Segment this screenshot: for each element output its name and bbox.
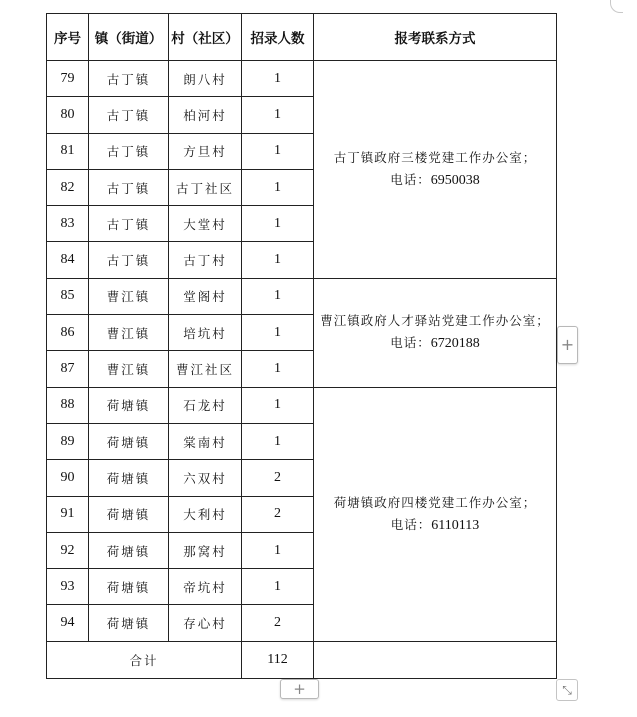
contact-phone: 6110113	[431, 517, 480, 533]
row-village: 古丁村	[169, 242, 242, 278]
table-row	[47, 278, 557, 314]
contact-phone-label: 电话：	[390, 171, 431, 187]
row-index: 80	[47, 97, 89, 133]
row-count: 2	[242, 605, 314, 641]
row-index: 92	[47, 532, 89, 568]
row-town: 曹江镇	[89, 351, 169, 387]
contact-office: 荷塘镇政府四楼党建工作办公室；	[333, 494, 537, 510]
contact-phone: 6950038	[430, 172, 480, 188]
plus-icon: +	[293, 680, 306, 698]
row-village: 古丁社区	[169, 169, 242, 205]
page-corner-mark	[610, 0, 623, 13]
add-column-button[interactable]	[557, 326, 578, 364]
row-index: 82	[47, 169, 89, 205]
header-village: 村（社区）	[169, 14, 242, 61]
row-village: 方旦村	[169, 133, 242, 169]
row-town: 古丁镇	[89, 97, 169, 133]
row-index: 89	[47, 423, 89, 459]
expand-diagonal-icon: ⤡	[562, 683, 572, 697]
row-town: 荷塘镇	[89, 605, 169, 641]
table-header-row	[47, 14, 557, 61]
row-village: 朗八村	[169, 61, 242, 97]
row-town: 古丁镇	[89, 133, 169, 169]
row-village: 石龙村	[169, 387, 242, 423]
contact-phone-label: 电话：	[390, 335, 431, 351]
row-index: 86	[47, 315, 89, 351]
contact-phone-label: 电话：	[390, 516, 432, 532]
row-town: 曹江镇	[89, 315, 169, 351]
row-village: 帝坑村	[169, 569, 242, 605]
contact-office: 曹江镇政府人才驿站党建工作办公室；	[320, 313, 550, 329]
row-town: 荷塘镇	[89, 496, 169, 532]
total-contact-empty	[314, 641, 557, 678]
contact-phone: 6720188	[430, 336, 480, 352]
contact-cell-caojiang	[314, 278, 557, 387]
row-town: 古丁镇	[89, 169, 169, 205]
row-count: 1	[242, 315, 314, 351]
row-count: 1	[242, 169, 314, 205]
row-town: 荷塘镇	[89, 460, 169, 496]
header-index: 序号	[47, 14, 89, 61]
row-town: 荷塘镇	[89, 532, 169, 568]
row-town: 曹江镇	[89, 278, 169, 314]
row-count: 2	[242, 460, 314, 496]
row-count: 1	[242, 242, 314, 278]
row-index: 91	[47, 496, 89, 532]
row-count: 2	[242, 496, 314, 532]
row-index: 94	[47, 605, 89, 641]
recruitment-table	[46, 13, 557, 679]
row-village: 大利村	[169, 496, 242, 532]
row-village: 堂阁村	[169, 278, 242, 314]
row-town: 古丁镇	[89, 206, 169, 242]
contact-cell-hetang	[314, 387, 557, 641]
row-index: 87	[47, 351, 89, 387]
plus-icon: +	[560, 335, 575, 354]
row-village: 存心村	[169, 605, 242, 641]
row-town: 荷塘镇	[89, 569, 169, 605]
row-index: 90	[47, 460, 89, 496]
row-village: 培坑村	[169, 315, 242, 351]
header-contact: 报考联系方式	[314, 14, 557, 61]
row-count: 1	[242, 97, 314, 133]
contact-cell-guding	[314, 61, 557, 279]
row-count: 1	[242, 206, 314, 242]
row-index: 81	[47, 133, 89, 169]
table-row	[47, 387, 557, 423]
row-count: 1	[242, 133, 314, 169]
add-row-button[interactable]	[280, 679, 319, 699]
row-village: 六双村	[169, 460, 242, 496]
row-count: 1	[242, 351, 314, 387]
row-village: 那窝村	[169, 532, 242, 568]
row-count: 1	[242, 278, 314, 314]
table-row	[47, 61, 557, 97]
row-village: 棠南村	[169, 423, 242, 459]
row-index: 88	[47, 387, 89, 423]
row-village: 大堂村	[169, 206, 242, 242]
total-value: 112	[242, 641, 314, 678]
row-village: 柏河村	[169, 97, 242, 133]
row-town: 古丁镇	[89, 242, 169, 278]
header-count: 招录人数	[242, 14, 314, 61]
row-count: 1	[242, 532, 314, 568]
header-town: 镇（街道）	[89, 14, 169, 61]
row-index: 84	[47, 242, 89, 278]
row-town: 荷塘镇	[89, 423, 169, 459]
row-town: 古丁镇	[89, 61, 169, 97]
row-count: 1	[242, 423, 314, 459]
row-count: 1	[242, 61, 314, 97]
total-label: 合计	[47, 641, 242, 678]
row-index: 85	[47, 278, 89, 314]
row-town: 荷塘镇	[89, 387, 169, 423]
contact-office: 古丁镇政府三楼党建工作办公室；	[333, 149, 537, 165]
row-index: 93	[47, 569, 89, 605]
row-index: 83	[47, 206, 89, 242]
table-resize-handle[interactable]	[556, 679, 578, 701]
row-count: 1	[242, 569, 314, 605]
total-row	[47, 641, 557, 678]
row-index: 79	[47, 61, 89, 97]
row-village: 曹江社区	[169, 351, 242, 387]
row-count: 1	[242, 387, 314, 423]
